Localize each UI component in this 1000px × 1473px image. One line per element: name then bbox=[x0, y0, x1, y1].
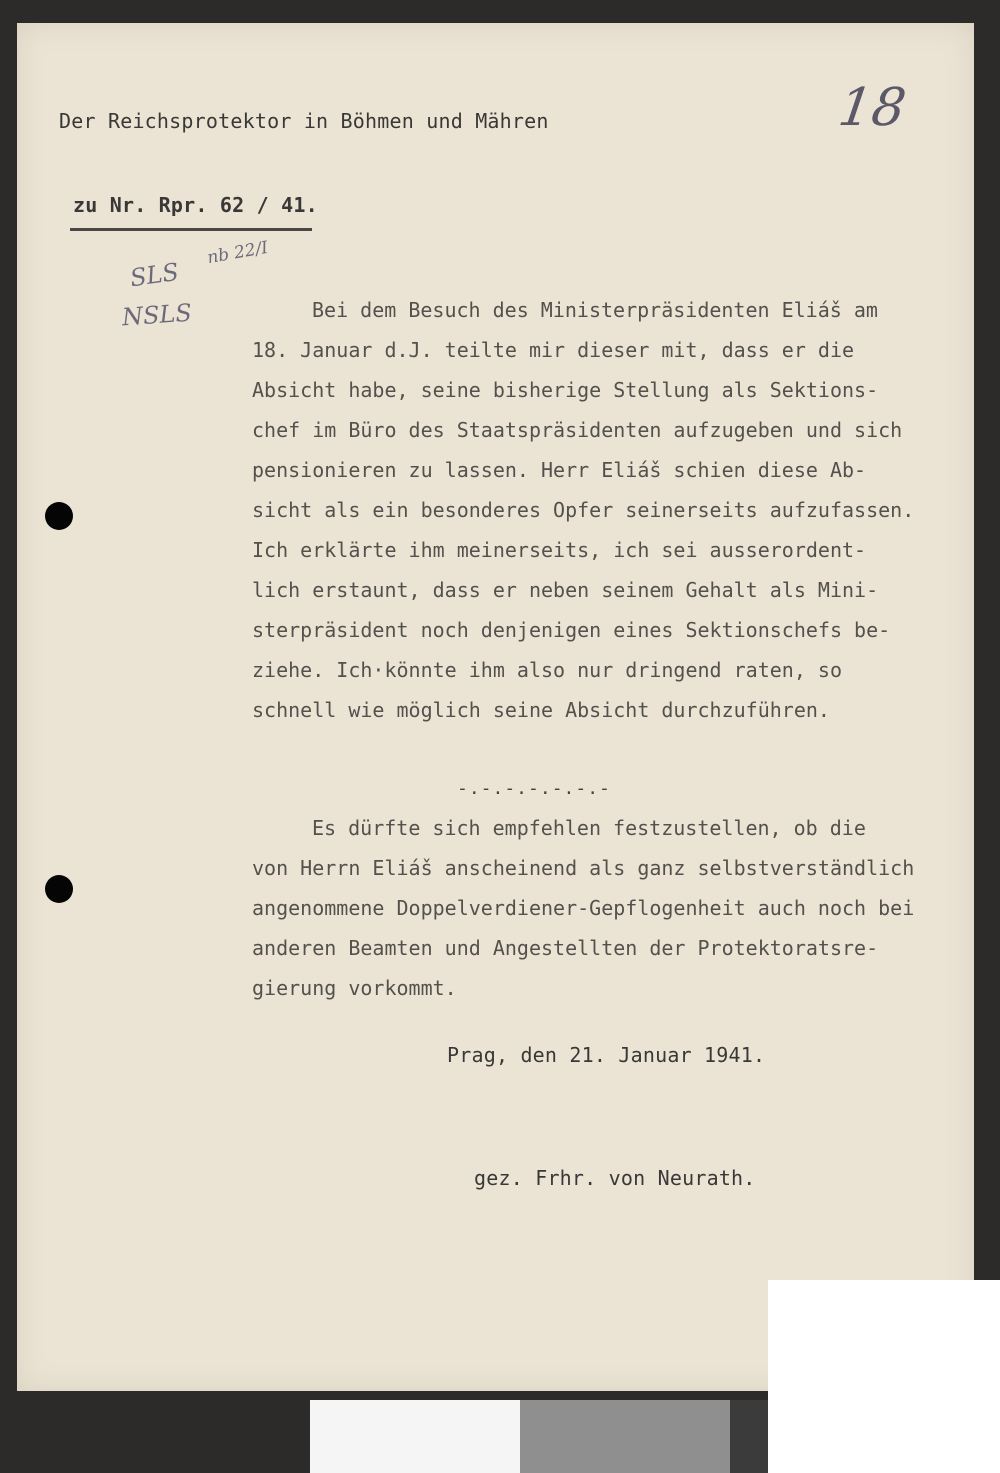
section-divider: -.-.-.-.-.-.- bbox=[457, 778, 611, 799]
paragraph-line: Ich erklärte ihm meinerseits, ich sei ausserordent- bbox=[252, 538, 867, 562]
paragraph-line: Absicht habe, seine bisherige Stellung als Sektions- bbox=[252, 378, 879, 402]
signature-line: gez. Frhr. von Neurath. bbox=[474, 1166, 756, 1190]
paragraph-line: angenommene Doppelverdiener-Gepflogenheit auch noch bei bbox=[252, 896, 915, 920]
paragraph-line: sterpräsident noch denjenigen eines Sektionschefs be- bbox=[252, 618, 891, 642]
paragraph-line: 18. Januar d.J. teilte mir dieser mit, dass er die bbox=[252, 338, 855, 362]
paragraph-line: Es dürfte sich empfehlen festzustellen, ob die bbox=[312, 816, 866, 840]
paragraph-line: Bei dem Besuch des Ministerpräsidenten Eliáš am bbox=[312, 298, 878, 322]
handwritten-initials: SLS bbox=[128, 257, 181, 293]
paragraph-line: schnell wie möglich seine Absicht durchzuführen. bbox=[252, 698, 830, 722]
paragraph-line: anderen Beamten und Angestellten der Protektoratsre- bbox=[252, 936, 879, 960]
punch-hole bbox=[45, 502, 73, 530]
reference-underline bbox=[70, 228, 312, 231]
color-reference-dark bbox=[730, 1400, 768, 1473]
paragraph-line: chef im Büro des Staatspräsidenten aufzugeben und sich bbox=[252, 418, 903, 442]
date-line: Prag, den 21. Januar 1941. bbox=[447, 1043, 766, 1067]
handwritten-page-number: 18 bbox=[834, 78, 910, 138]
paragraph-line: von Herrn Eliáš anscheinend als ganz selbstverständlich bbox=[252, 856, 915, 880]
reference-number: zu Nr. Rpr. 62 / 41. bbox=[73, 193, 318, 217]
handwritten-note: nb 22/I bbox=[205, 237, 270, 269]
white-paper-tab bbox=[768, 1280, 1000, 1473]
paragraph-line: ziehe. Ich·könnte ihm also nur dringend raten, so bbox=[252, 658, 843, 682]
document-header: Der Reichsprotektor in Böhmen und Mähren bbox=[59, 109, 549, 133]
paragraph-line: pensionieren zu lassen. Herr Eliáš schien diese Ab- bbox=[252, 458, 867, 482]
paragraph-line: sicht als ein besonderes Opfer seinerseits aufzufassen. bbox=[252, 498, 915, 522]
punch-hole bbox=[45, 875, 73, 903]
document-page bbox=[17, 23, 974, 1391]
paragraph-line: lich erstaunt, dass er neben seinem Gehalt als Mini- bbox=[252, 578, 879, 602]
paragraph-line: gierung vorkommt. bbox=[252, 976, 457, 1000]
color-reference-gray bbox=[520, 1400, 730, 1473]
handwritten-initials: NSLS bbox=[121, 298, 193, 332]
color-reference-light bbox=[310, 1400, 520, 1473]
